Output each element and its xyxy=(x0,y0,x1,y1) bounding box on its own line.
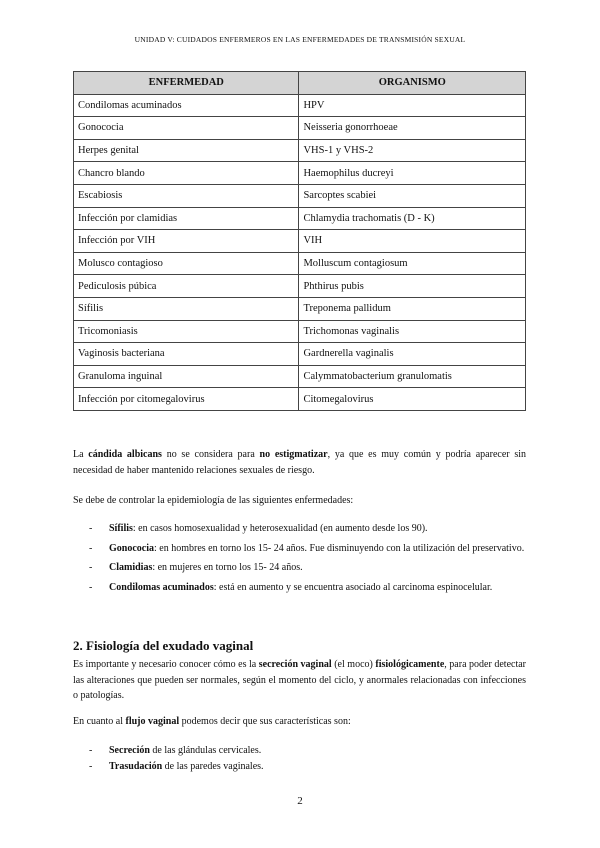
disease-cell: Condilomas acuminados xyxy=(74,94,299,117)
organism-cell: Haemophilus ducreyi xyxy=(299,162,526,185)
table-row xyxy=(74,230,526,253)
paragraph-epidemiologia: Se debe de controlar la epidemiología de las siguientes enfermedades: xyxy=(73,495,354,506)
table-header-row xyxy=(74,72,526,95)
column-header-organismo: ORGANISMO xyxy=(299,72,526,95)
organism-cell: HPV xyxy=(299,94,526,117)
section-heading: 2. Fisiología del exudado vaginal xyxy=(73,638,254,653)
organism-cell: Chlamydia trachomatis (D - K) xyxy=(299,207,526,230)
organism-cell: Trichomonas vaginalis xyxy=(299,320,526,343)
table-row xyxy=(74,162,526,185)
table-row xyxy=(74,388,526,411)
std-table xyxy=(73,71,526,411)
disease-cell: Infección por citomegalovirus xyxy=(74,388,299,411)
organism-cell: Calymmatobacterium granulomatis xyxy=(299,365,526,388)
disease-cell: Herpes genital xyxy=(74,139,299,162)
table-row xyxy=(74,184,526,207)
disease-cell: Pediculosis púbica xyxy=(74,275,299,298)
table-row xyxy=(74,297,526,320)
disease-cell: Molusco contagioso xyxy=(74,252,299,275)
organism-cell: Sarcoptes scabiei xyxy=(299,184,526,207)
table-row xyxy=(74,275,526,298)
list-item: - Clamidias: en mujeres en torno los 15- 24 años. xyxy=(89,562,303,573)
organism-cell: Citomegalovirus xyxy=(299,388,526,411)
table-row xyxy=(74,139,526,162)
organism-cell: Molluscum contagiosum xyxy=(299,252,526,275)
disease-cell: Granuloma inguinal xyxy=(74,365,299,388)
organism-cell: Gardnerella vaginalis xyxy=(299,343,526,366)
organism-cell: Neisseria gonorrhoeae xyxy=(299,117,526,140)
table-row xyxy=(74,252,526,275)
flujo-list xyxy=(73,743,526,774)
organism-cell: Treponema pallidum xyxy=(299,297,526,320)
page-number: 2 xyxy=(297,795,303,807)
disease-cell: Tricomoniasis xyxy=(74,320,299,343)
disease-cell: Escabiosis xyxy=(74,184,299,207)
disease-cell: Infección por VIH xyxy=(74,230,299,253)
table-row xyxy=(74,207,526,230)
table-row xyxy=(74,117,526,140)
list-item: - Gonococia: en hombres en torno los 15- 24 años. Fue disminuyendo con la utilización del preservativo. xyxy=(89,542,525,554)
disease-cell: Chancro blando xyxy=(74,162,299,185)
list-item: - Secreción de las glándulas cervicales. xyxy=(89,745,262,756)
disease-cell: Vaginosis bacteriana xyxy=(74,343,299,366)
running-header: UNIDAD V: CUIDADOS ENFERMEROS EN LAS ENFERMEDADES DE TRANSMISIÓN SEXUAL xyxy=(134,35,466,44)
paragraph-candida: La cándida albicans no se considera para no estigmatizar, ya que es muy común y podría aparecer sin necesidad de haber mantenido relaciones sexuales de riesgo. xyxy=(73,449,527,476)
paragraph-flujo: En cuanto al flujo vaginal podemos decir que sus características son: xyxy=(73,716,351,727)
paragraph-secrecion: Es importante y necesario conocer cómo es la secreción vaginal (el moco) fisiológicamente, para poder detectar las alteraciones que pueden ser normales, según el momento del ciclo, y anormales relacionadas con infecciones o patologías. xyxy=(73,659,526,701)
disease-cell: Infección por clamidias xyxy=(74,207,299,230)
disease-cell: Sífilis xyxy=(74,297,299,320)
list-item: - Sífilis: en casos homosexualidad y heterosexualidad (en aumento desde los 90). xyxy=(89,523,428,534)
organism-cell: VIH xyxy=(299,230,526,253)
table-row xyxy=(74,365,526,388)
organism-cell: Phthirus pubis xyxy=(299,275,526,298)
disease-cell: Gonococia xyxy=(74,117,299,140)
list-item: - Condilomas acuminados: está en aumento y se encuentra asociado al carcinoma espinocelular. xyxy=(89,581,493,593)
table-row xyxy=(74,343,526,366)
column-header-enfermedad: ENFERMEDAD xyxy=(74,72,299,95)
organism-cell: VHS-1 y VHS-2 xyxy=(299,139,526,162)
list-item: - Trasudación de las paredes vaginales. xyxy=(89,760,264,772)
table-row xyxy=(74,320,526,343)
table-row xyxy=(74,94,526,117)
epidemiology-list xyxy=(73,521,526,595)
